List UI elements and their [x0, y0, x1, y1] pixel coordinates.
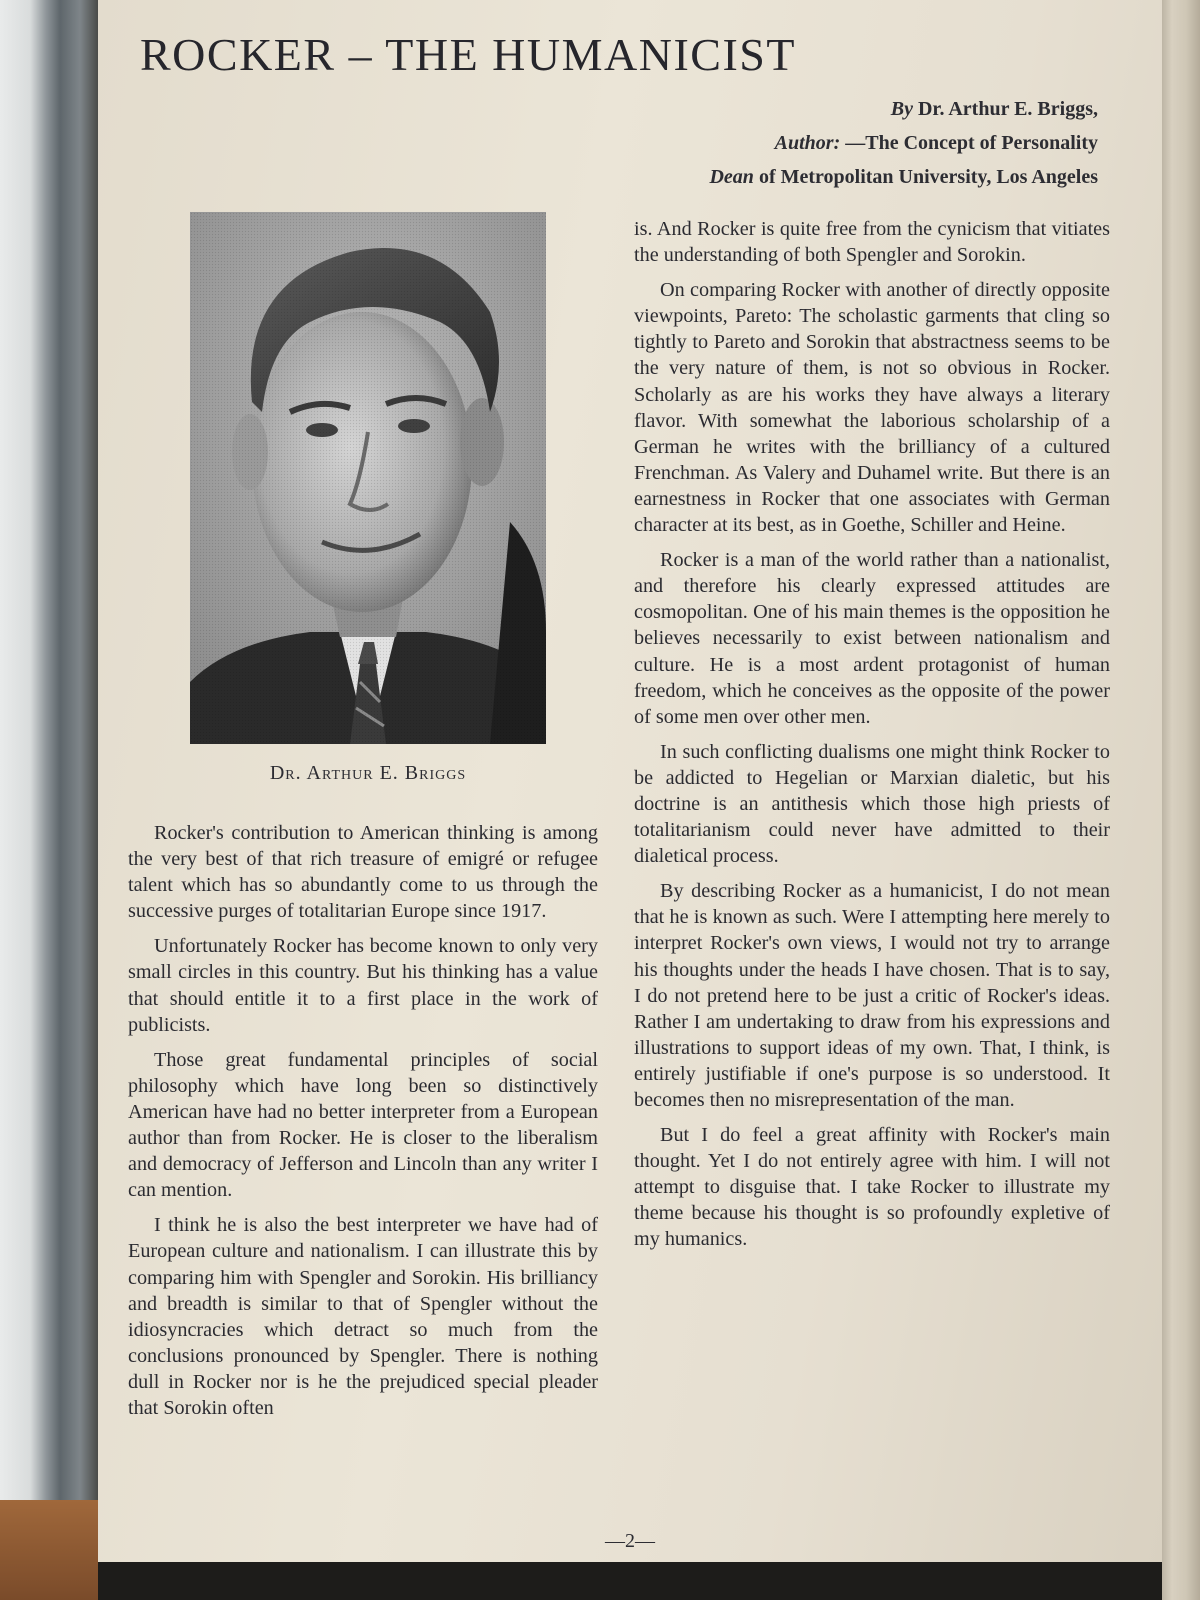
adjacent-page-edge [0, 0, 98, 1600]
paragraph: Rocker is a man of the world rather than a nationalist, and therefore his clearly expressed attitudes are cosmopolitan. One of his main themes is the opposition he believes necessarily to exist between nationalism and culture. He is a most ardent protagonist of human freedom, which he conceives as the opposite of the power of some men over other men. [634, 549, 1110, 728]
page-bottom-shadow [98, 1562, 1162, 1600]
paragraph: Unfortunately Rocker has become known to only very small circles in this country. But his thinking has a value that should entitle it to a first place in the work of publicists. [128, 935, 598, 1036]
paragraph: By describing Rocker as a humanicist, I do not mean that he is known as such. Were I attempting here merely to interpret Rocker's own views, I would not try to arrange his thoughts under the heads I have chosen. That is to say, I do not pretend here to be just a critic of Rocker's ideas. Rather I am undertaking to draw from his expressions and illustrations to support ideas of my own. That, I think, is entirely justifiable if one's purpose is so understood. It becomes then no misrepresentation of the man. [634, 880, 1110, 1111]
paragraph: Rocker's contribution to American thinking is among the very best of that rich treasure of emigré or refugee talent which has so abundantly come to us through the successive purges of totalitarian Europe since 1917. [128, 822, 598, 923]
paragraph-continuation: is. And Rocker is quite free from the cynicism that vitiates the understanding of both Spengler and Sorokin. [634, 218, 1110, 267]
magazine-page [98, 0, 1162, 1562]
portrait-illustration [190, 212, 546, 744]
byline-author: By Dr. Arthur E. Briggs, [890, 98, 1098, 120]
byline-affiliation: Dean of Metropolitan University, Los Angeles [709, 166, 1098, 188]
byline [709, 92, 1098, 194]
paragraph: On comparing Rocker with another of directly opposite viewpoints, Pareto: The scholastic garments that cling so tightly to Pareto and Sorokin that abstractness seems to be the very nature of them, is not so obvious in Rocker. Scholarly as are his works they have always a literary flavor. With somewhat the laborious scholarship of a German he writes with the brilliancy of a cultured Frenchman. As Valery and Duhamel write. But there is an earnestness in Rocker that one associates with German character at its best, as in Goethe, Schiller and Heine. [634, 279, 1110, 537]
byline-book: Author: —The Concept of Personality [774, 132, 1098, 154]
article-title: ROCKER – THE HUMANICIST [140, 29, 796, 80]
paragraph: In such conflicting dualisms one might think Rocker to be addicted to Hegelian or Marxian dialetic, but his doctrine is an antithesis which those high priests of totalitarianism could never have admitted to their dialetical process. [634, 740, 1110, 868]
paragraph: But I do feel a great affinity with Rocker's main thought. Yet I do not entirely agree with him. I will not attempt to disguise that. I take Rocker to illustrate my theme because his thought is so profoundly expletive of my humanics. [634, 1124, 1110, 1251]
author-portrait-photo [190, 212, 546, 744]
photo-caption: Dr. Arthur E. Briggs [269, 762, 467, 784]
page-number: —2— [605, 1530, 655, 1552]
paragraph: I think he is also the best interpreter we have had of European culture and nationalism. I can illustrate this by comparing him with Spengler and Sorokin. His brilliancy and breadth is similar to that of Spengler without the idiosyncracies which detract so much from the conclusions pronounced by Spengler. There is nothing dull in Rocker nor is he the prejudiced special pleader that Sorokin often [128, 1214, 598, 1419]
background-surface [0, 1500, 98, 1600]
paragraph: Those great fundamental principles of social philosophy which have long been so distinctively American have had no better interpreter from a European author than from Rocker. He is closer to the liberalism and democracy of Jefferson and Lincoln than any writer I can mention. [128, 1048, 598, 1202]
left-text-column [128, 820, 598, 1430]
right-text-column [634, 216, 1110, 1262]
book-spine [1162, 0, 1200, 1600]
